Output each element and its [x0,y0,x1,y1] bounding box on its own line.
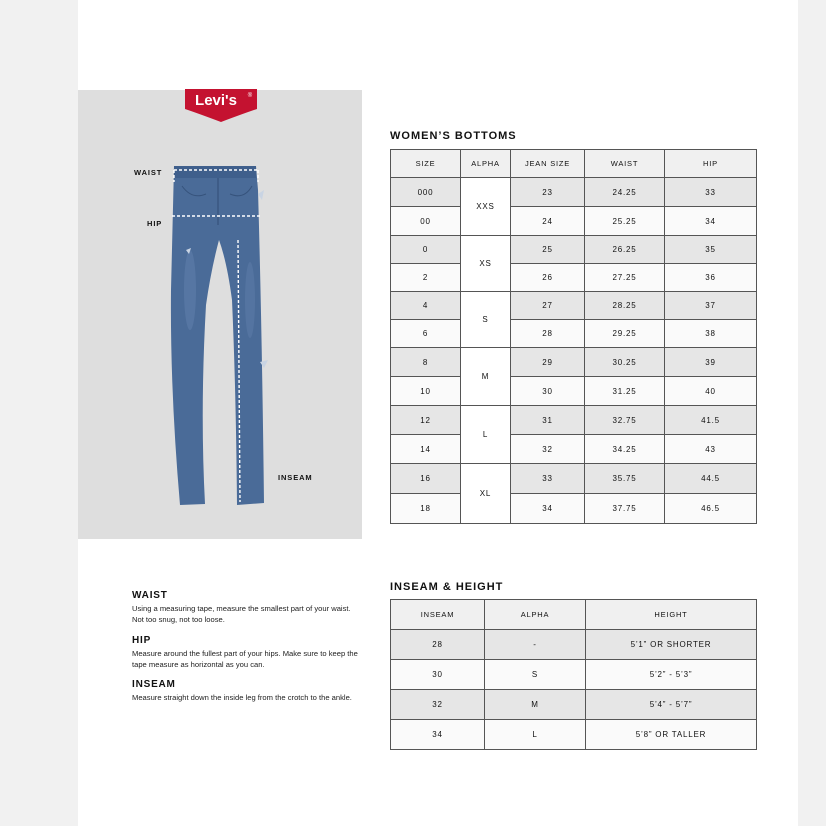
inseam-cell: 28 [391,630,485,660]
table-row [391,320,757,348]
header-hip: HIP [665,150,757,178]
jeans-illustration [78,90,362,539]
instruction-waist-body: Using a measuring tape, measure the smallest part of your waist. Not too snug, not too loose. [132,604,351,624]
svg-text:Levi's: Levi's [195,92,237,109]
alpha-cell: S [461,292,511,348]
waist-cell: 28.25 [585,292,665,320]
alpha-cell: XS [461,236,511,292]
height-cell: 5’1” OR SHORTER [586,630,757,660]
instruction-inseam-body: Measure straight down the inside leg from the crotch to the ankle. [132,693,352,702]
header-alpha: ALPHA [485,600,586,630]
inseam-cell: 34 [391,720,485,750]
size-cell: 00 [391,207,461,236]
photo-label-inseam: INSEAM [278,473,313,482]
alpha-cell: XXS [461,178,511,236]
table-row [391,406,757,435]
waist-cell: 35.75 [585,464,665,494]
size-cell: 6 [391,320,461,348]
size-cell: 12 [391,406,461,435]
alpha-cell: XL [461,464,511,524]
hip-cell: 46.5 [665,494,757,524]
table-row [391,630,757,660]
inseam-cell: 30 [391,660,485,690]
table-row [391,377,757,406]
size-cell: 4 [391,292,461,320]
jean-size-cell: 24 [511,207,585,236]
jean-size-cell: 31 [511,406,585,435]
jean-size-cell: 34 [511,494,585,524]
jean-size-cell: 27 [511,292,585,320]
table-row [391,494,757,524]
size-cell: 16 [391,464,461,494]
header-jean-size: JEAN SIZE [511,150,585,178]
svg-text:®: ® [247,93,253,99]
hip-cell: 36 [665,264,757,292]
jean-size-cell: 26 [511,264,585,292]
jean-size-cell: 28 [511,320,585,348]
size-cell: 8 [391,348,461,377]
instruction-waist [132,590,362,625]
waist-cell: 24.25 [585,178,665,207]
jeans-measurement-photo [78,90,362,539]
photo-label-waist: WAIST [134,168,163,177]
size-cell: 14 [391,435,461,464]
header-size: SIZE [391,150,461,178]
header-inseam: INSEAM [391,600,485,630]
waist-cell: 37.75 [585,494,665,524]
header-waist: WAIST [585,150,665,178]
height-cell: 5’4” - 5’7” [586,690,757,720]
alpha-cell: - [485,630,586,660]
waist-cell: 26.25 [585,236,665,264]
right-margin [798,0,826,826]
height-cell: 5’8” OR TALLER [586,720,757,750]
alpha-cell: M [461,348,511,406]
instruction-waist-title: WAIST [132,590,168,601]
hip-cell: 35 [665,236,757,264]
size-cell: 2 [391,264,461,292]
hip-cell: 37 [665,292,757,320]
womens-bottoms-table [390,149,757,524]
size-cell: 10 [391,377,461,406]
table-header-row [391,600,757,630]
instruction-hip-body: Measure around the fullest part of your hips. Make sure to keep the tape measure as horizontal as you can. [132,649,358,669]
waist-cell: 30.25 [585,348,665,377]
jean-size-cell: 33 [511,464,585,494]
table-row [391,660,757,690]
size-cell: 0 [391,236,461,264]
hip-cell: 38 [665,320,757,348]
jean-size-cell: 30 [511,377,585,406]
table-row [391,236,757,264]
table-row [391,264,757,292]
hip-cell: 44.5 [665,464,757,494]
table-row [391,207,757,236]
waist-cell: 32.75 [585,406,665,435]
table-row [391,292,757,320]
waist-cell: 34.25 [585,435,665,464]
jean-size-cell: 29 [511,348,585,377]
height-cell: 5’2” - 5’3” [586,660,757,690]
inseam-height-table [390,599,757,750]
instruction-hip-title: HIP [132,635,152,646]
header-height: HEIGHT [586,600,757,630]
alpha-cell: M [485,690,586,720]
instruction-hip [132,635,362,670]
alpha-cell: L [461,406,511,464]
waist-cell: 25.25 [585,207,665,236]
table-row [391,690,757,720]
hip-cell: 41.5 [665,406,757,435]
waist-cell: 27.25 [585,264,665,292]
photo-label-hip: HIP [147,219,163,228]
waist-cell: 29.25 [585,320,665,348]
table-row [391,178,757,207]
header-alpha: ALPHA [461,150,511,178]
left-margin [0,0,78,826]
table-header-row [391,150,757,178]
hip-cell: 34 [665,207,757,236]
hip-cell: 33 [665,178,757,207]
instruction-inseam-title: INSEAM [132,679,176,690]
hip-cell: 40 [665,377,757,406]
inseam-cell: 32 [391,690,485,720]
size-cell: 18 [391,494,461,524]
womens-bottoms-title: WOMEN’S BOTTOMS [390,130,517,142]
instruction-inseam [132,679,362,703]
table-row [391,720,757,750]
table-row [391,348,757,377]
jean-size-cell: 25 [511,236,585,264]
jean-size-cell: 23 [511,178,585,207]
jean-size-cell: 32 [511,435,585,464]
alpha-cell: L [485,720,586,750]
hip-cell: 43 [665,435,757,464]
table-row [391,464,757,494]
waist-cell: 31.25 [585,377,665,406]
hip-cell: 39 [665,348,757,377]
inseam-height-title: INSEAM & HEIGHT [390,581,504,593]
alpha-cell: S [485,660,586,690]
size-cell: 000 [391,178,461,207]
table-row [391,435,757,464]
